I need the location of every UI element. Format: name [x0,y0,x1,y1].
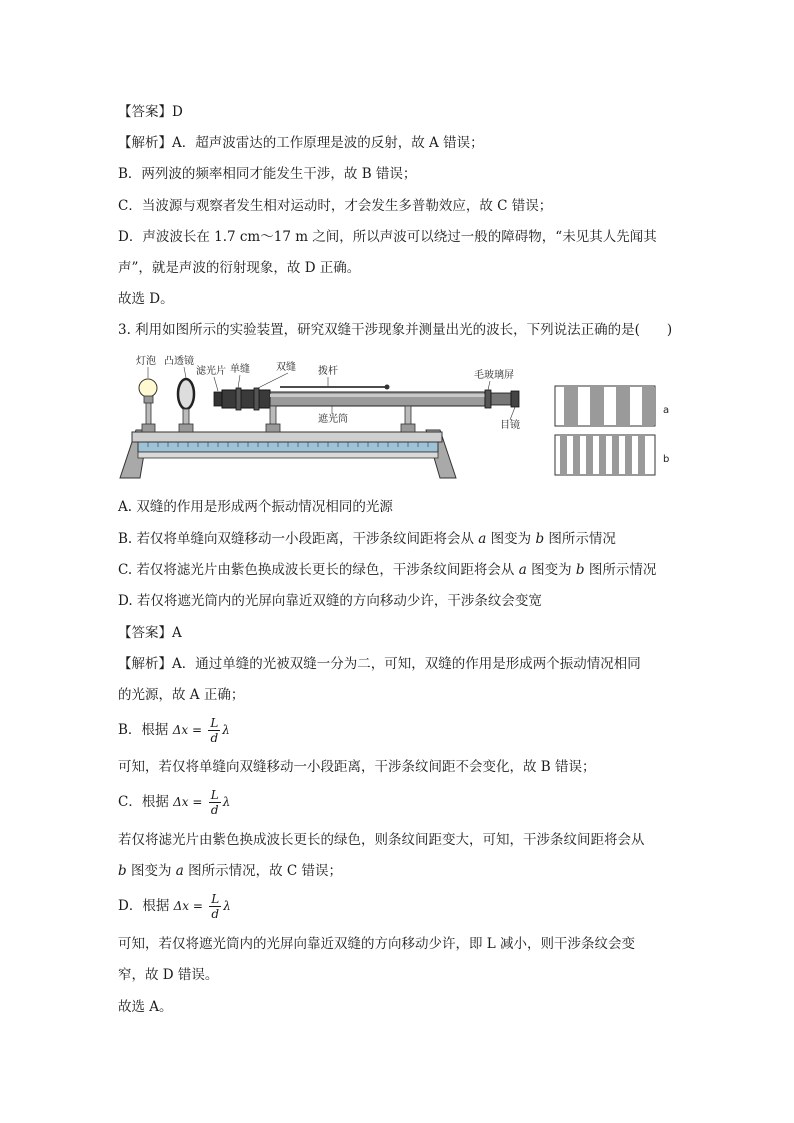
label-bulb: 灯泡 [136,356,156,367]
light-tube-highlight [270,394,485,397]
q2-analysis-d-line1: D．声波波长在 1.7 cm～17 m 之间，所以声波可以绕过一般的障碍物，“未见其人先闻其 [118,229,657,245]
bulb-base [144,396,153,403]
pattern-a-label: a [663,405,670,416]
q3-analysis-a-line2: 的光源，故 A 正确； [118,687,245,703]
q3-option-d: D. 若仅将遮光筒内的光屏向靠近双缝的方向移动少许，干涉条纹会变宽 [118,593,542,609]
q2-analysis-b: B．两列波的频率相同才能发生干涉，故 B 错误； [118,166,417,182]
q3-conclusion: 故选 A。 [118,999,173,1015]
tube-support-left-clamp [266,424,280,432]
q3-formula-d: D．根据 Δx = $\frac{L}{d}$ λ [118,892,231,921]
slit-ring-2 [254,388,259,410]
q3-option-b: B. 若仅将单缝向双缝移动一小段距离，干涉条纹间距将会从 a 图变为 b 图所示情况 [118,531,616,547]
q3-answer: 【答案】A [118,625,182,641]
tube-support-right-clamp [401,424,415,432]
lens-ring [178,379,194,409]
rail-top [132,432,442,442]
q2-analysis-d-line2: 声”，就是声波的衍射现象，故 D 正确。 [118,260,361,276]
label-tube: 遮光筒 [318,414,348,425]
label-single-slit: 单缝 [230,364,250,375]
pattern-b-label: b [663,454,670,465]
q3-option-c: C. 若仅将滤光片由紫色换成波长更长的绿色，干涉条纹间距将会从 a 图变为 b 图所示情况 [118,562,657,578]
q3-formula-c: C．根据 Δx = $\frac{L}{d}$ λ [118,788,231,817]
q2-analysis-c: C．当波源与观察者发生相对运动时，才会发生多普勒效应，故 C 错误； [118,198,553,214]
q3-stem: 3. 利用如图所示的实验装置，研究双缝干涉现象并测量出光的波长，下列说法正确的是( ) [118,322,673,338]
label-lens: 凸透镜 [164,356,194,367]
eyepiece-cap [511,391,519,407]
bulb-stand-clamp [142,424,155,432]
label-screen: 毛玻璃屏 [474,370,514,381]
apparatus-figure [118,350,678,485]
screen-housing [485,390,491,408]
bulb-glass [139,379,157,397]
slit-ring-1 [236,388,241,410]
q2-analysis-a: 【解析】A．超声波雷达的工作原理是波的反射，故 A 错误； [118,135,484,151]
lever-knob [385,385,390,390]
rail-inner-light [138,452,438,458]
label-double-slit: 双缝 [276,362,296,373]
label-lever: 拨杆 [318,366,338,377]
label-filter: 滤光片 [196,366,226,377]
q2-answer: 【答案】D [118,104,183,120]
q3-analysis-b: 可知，若仅将单缝向双缝移动一小段距离，干涉条纹间距不会变化，故 B 错误； [118,759,596,775]
filter-holder [214,392,222,406]
q3-analysis-c-line1: 若仅将滤光片由紫色换成波长更长的绿色，则条纹间距变大，可知，干涉条纹间距将会从 [118,832,645,848]
q2-conclusion: 故选 D。 [118,291,174,307]
lens-stand-clamp [179,424,193,432]
q3-analysis-d-line1: 可知，若仅将遮光筒内的光屏向靠近双缝的方向移动少许，即 L 减小，则干涉条纹会变 [118,936,636,952]
q3-analysis-c-line2: b 图变为 a 图所示情况，故 C 错误； [118,863,343,879]
eyepiece-tube [491,393,511,405]
q3-formula-b: B．根据 Δx = $\frac{L}{d}$ λ [118,716,230,745]
q3-analysis-a-line1: 【解析】A．通过单缝的光被双缝一分为二，可知，双缝的作用是形成两个振动情况相同 [118,656,641,672]
slit-housing [222,390,270,408]
q3-analysis-d-line2: 窄，故 D 错误。 [118,967,219,983]
label-eyepiece: 目镜 [500,420,520,431]
q3-option-a: A. 双缝的作用是形成两个振动情况相同的光源 [118,499,393,515]
